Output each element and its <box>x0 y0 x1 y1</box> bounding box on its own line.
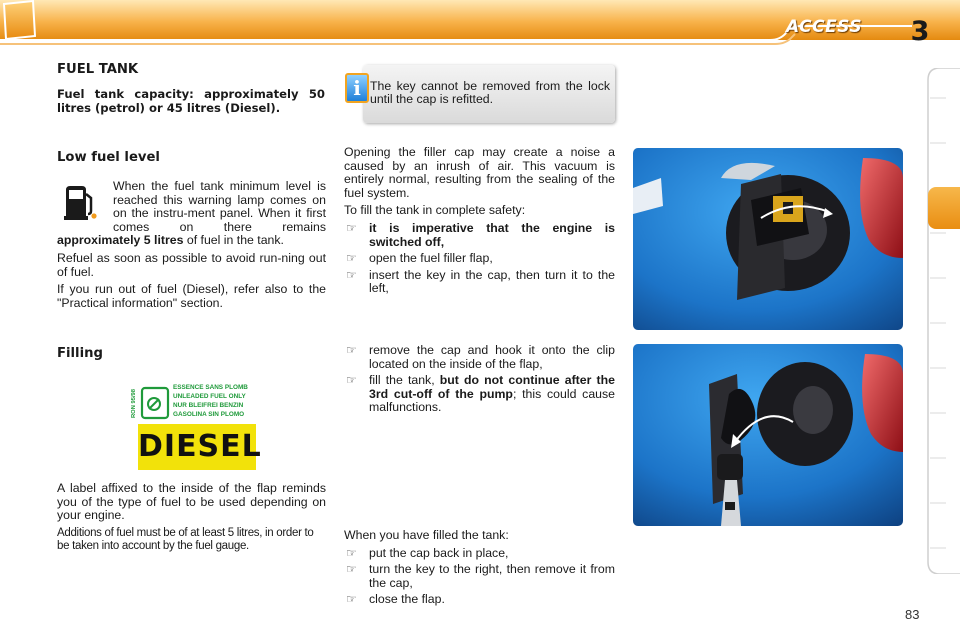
low-fuel-paragraph-2: Refuel as soon as possible to avoid run-ning out of fuel. <box>57 250 326 279</box>
pointing-hand-icon: ☞ <box>346 373 357 388</box>
low-fuel-heading: Low fuel level <box>57 150 160 165</box>
after-step-1 <box>344 547 615 561</box>
chapter-number: 3 <box>910 16 930 47</box>
chapter-badge <box>0 0 36 40</box>
procedure-step-5 <box>344 374 615 415</box>
info-note-text: The key cannot be removed from the lock until the cap is refitted. <box>370 79 610 106</box>
after-lead: When you have filled the tank: <box>344 528 509 542</box>
filling-paragraph-2: Additions of fuel must be of at least 5 litres, in order to be taken into account by the fuel gauge. <box>57 526 314 553</box>
pointing-hand-icon: ☞ <box>346 343 357 357</box>
pointing-hand-icon: ☞ <box>346 592 357 607</box>
after-step-1-text: put the cap back in place, <box>369 545 509 560</box>
after-step-2 <box>344 563 615 590</box>
procedure-lead: To fill the tank in complete safety: <box>344 203 526 218</box>
chapter-tab-strip <box>926 68 960 574</box>
unleaded-text <box>173 383 261 419</box>
procedure-step-3 <box>344 269 615 296</box>
filling-paragraph-1: A label affixed to the inside of the flap reminds you of the type of fuel to be used depending on your engine. <box>57 481 326 523</box>
info-icon: i <box>345 73 369 103</box>
fuel-type-label <box>133 380 261 472</box>
photo-key-in-cap <box>633 148 903 330</box>
low-fuel-text <box>57 180 326 314</box>
page-header <box>0 0 960 52</box>
procedure-step-4 <box>344 344 615 371</box>
after-step-3 <box>344 593 615 607</box>
low-fuel-text-tail: of fuel in the tank. <box>183 233 284 248</box>
diesel-label: DIESEL <box>138 424 256 470</box>
step-3-text: insert the key in the cap, then turn it to the left, <box>369 267 615 296</box>
filling-procedure-cont <box>344 344 615 418</box>
photo-cap-on-flap <box>633 344 903 526</box>
pointing-hand-icon: ☞ <box>346 545 357 560</box>
pointing-hand-icon: ☞ <box>346 562 357 577</box>
procedure-step-2 <box>344 252 615 266</box>
step-5-tail: ; this could cause malfunctions. <box>369 386 615 415</box>
pointing-hand-icon: ☞ <box>346 220 357 235</box>
page-number: 83 <box>905 607 920 622</box>
label-line-1: ESSENCE SANS PLOMB <box>173 384 248 391</box>
step-4-text: remove the cap and hook it onto the clip located on the inside of the flap, <box>369 343 615 371</box>
label-line-3: NUR BLEIFREI BENZIN <box>173 402 244 409</box>
low-fuel-paragraph-3: If you run out of fuel (Diesel), refer also to the "Practical information" section. <box>57 282 326 310</box>
low-fuel-paragraph-1 <box>57 180 326 248</box>
chapter-tab-active[interactable] <box>928 187 960 229</box>
filling-procedure <box>344 146 615 299</box>
step-2-text: open the fuel filler flap, <box>369 251 493 266</box>
tab-strip-outline <box>926 68 960 574</box>
after-filling <box>344 529 615 610</box>
icon-spacer <box>57 180 113 234</box>
fuel-tank-capacity: Fuel tank capacity: approximately 50 litres (petrol) or 45 litres (Diesel). <box>57 87 325 115</box>
step-5-warning: but do not continue after the 3rd cut-off of the pump <box>369 373 615 401</box>
filling-text <box>57 482 326 558</box>
label-line-4: GASOLINA SIN PLOMO <box>173 411 245 418</box>
procedure-step-1 <box>344 222 615 249</box>
after-step-3-text: close the flap. <box>369 592 445 607</box>
step-5-lead: fill the tank, <box>369 373 440 388</box>
low-fuel-text-lead: When the fuel tank minimum level is reached this warning lamp comes on on the instru-ment panel. When it first comes on there remains <box>113 179 326 234</box>
after-step-2-text: turn the key to the right, then remove it from the cap, <box>369 562 615 590</box>
pointing-hand-icon: ☞ <box>346 267 357 282</box>
info-note <box>345 63 615 125</box>
ron-label: RON 95/98 <box>131 389 137 418</box>
filling-heading: Filling <box>57 346 103 361</box>
section-title: ACCESS <box>786 17 863 37</box>
low-fuel-remaining: approximately 5 litres <box>57 233 184 248</box>
fuel-tank-heading: FUEL TANK <box>57 62 139 77</box>
procedure-intro: Opening the filler cap may create a noise a caused by an inrush of air. This vacuum is entirely normal, resulting from the sealing of the fuel system. <box>344 145 615 200</box>
pointing-hand-icon: ☞ <box>346 251 357 266</box>
label-line-2: UNLEADED FUEL ONLY <box>173 393 246 400</box>
step-1-text: it is imperative that the engine is switched off, <box>369 220 615 249</box>
